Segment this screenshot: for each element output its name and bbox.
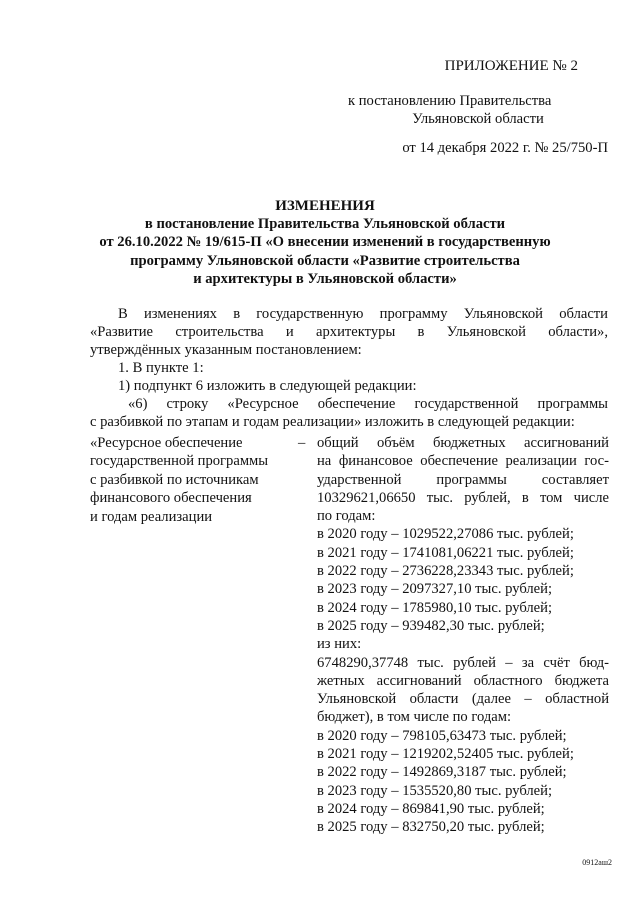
subitem-1: 1) подпункт 6 изложить в следующей редакции: [118, 378, 417, 394]
right-line: жетных ассигнований областного бюджета [317, 672, 609, 689]
resolution-date-number: от 14 декабря 2022 г. № 25/750-П [402, 140, 608, 156]
right-line: по годам: [317, 508, 376, 525]
right-line: бюджет), в том числе по годам: [317, 709, 512, 726]
body-text [90, 305, 608, 431]
paragraph-1-line-2: «Развитие строительства и архитектуры в Ульяновской области», [90, 324, 608, 340]
right-line: 6748290,37748 тыс. рублей – за счёт бюд- [317, 654, 609, 671]
table-left-column [90, 434, 290, 526]
appendix-label: ПРИЛОЖЕНИЕ № 2 [444, 58, 578, 74]
title-line-4: и архитектуры в Ульяновской области» [193, 270, 457, 287]
right-line: в 2023 году – 1535520,80 тыс. рублей; [317, 782, 553, 799]
title-heading: ИЗМЕНЕНИЯ [275, 198, 375, 214]
resolution-ref-line1: к постановлению Правительства [348, 93, 552, 109]
resolution-ref-line2: Ульяновской области [412, 111, 544, 127]
right-line: в 2020 году – 798105,63473 тыс. рублей; [317, 727, 567, 744]
right-line: в 2022 году – 2736228,23343 тыс. рублей; [317, 563, 574, 580]
right-line: в 2024 году – 869841,90 тыс. рублей; [317, 800, 545, 817]
left-label-line-5: и годам реализации [90, 508, 213, 525]
paragraph-1-line-1: В изменениях в государственную программу Ульяновской области [118, 306, 608, 322]
right-line: в 2021 году – 1219202,52405 тыс. рублей; [317, 746, 574, 763]
left-label-line-1: «Ресурсное обеспечение [90, 435, 243, 451]
paragraph-2-line-1: «6) строку «Ресурсное обеспечение государственной программы [128, 396, 608, 412]
title-line-2: от 26.10.2022 № 19/615-П «О внесении изменений в государственную [99, 234, 551, 251]
right-line: 10329621,06650 тыс. рублей, в том числе [317, 489, 609, 506]
document-title [60, 197, 590, 288]
right-line: общий объём бюджетных ассигнований [317, 435, 609, 451]
title-line-1: в постановление Правительства Ульяновской области [144, 216, 506, 233]
right-line: в 2025 году – 939482,30 тыс. рублей; [317, 617, 545, 634]
right-line: в 2020 году – 1029522,27086 тыс. рублей; [317, 526, 574, 543]
left-label-line-2: государственной программы [90, 453, 269, 470]
right-line: на финансовое обеспечение реализации гос- [317, 453, 609, 470]
right-line: в 2021 году – 1741081,06221 тыс. рублей; [317, 544, 574, 561]
right-line: из них: [317, 636, 362, 653]
resolution-reference [348, 92, 608, 128]
right-line: в 2022 году – 1492869,3187 тыс. рублей; [317, 764, 567, 781]
right-line: в 2025 году – 832750,20 тыс. рублей; [317, 819, 545, 836]
right-line: ударственной программы составляет [317, 471, 609, 488]
right-line: Ульяновской области (далее – областной [317, 691, 609, 708]
right-line: в 2023 году – 2097327,10 тыс. рублей; [317, 581, 553, 598]
paragraph-1-line-3: утверждённых указанным постановлением: [90, 342, 362, 358]
left-label-line-4: финансового обеспечения [90, 490, 252, 507]
right-line: в 2024 году – 1785980,10 тыс. рублей; [317, 599, 553, 616]
table-dash: – [298, 435, 306, 451]
title-line-3: программу Ульяновской области «Развитие строительства [130, 252, 520, 269]
document-code: 0912аш2 [582, 858, 612, 867]
paragraph-2-line-2: с разбивкой по этапам и годам реализации» изложить в следующей редакции: [90, 414, 575, 430]
item-1: 1. В пункте 1: [118, 360, 204, 376]
table-right-column [317, 434, 609, 837]
left-label-line-3: с разбивкой по источникам [90, 471, 259, 488]
